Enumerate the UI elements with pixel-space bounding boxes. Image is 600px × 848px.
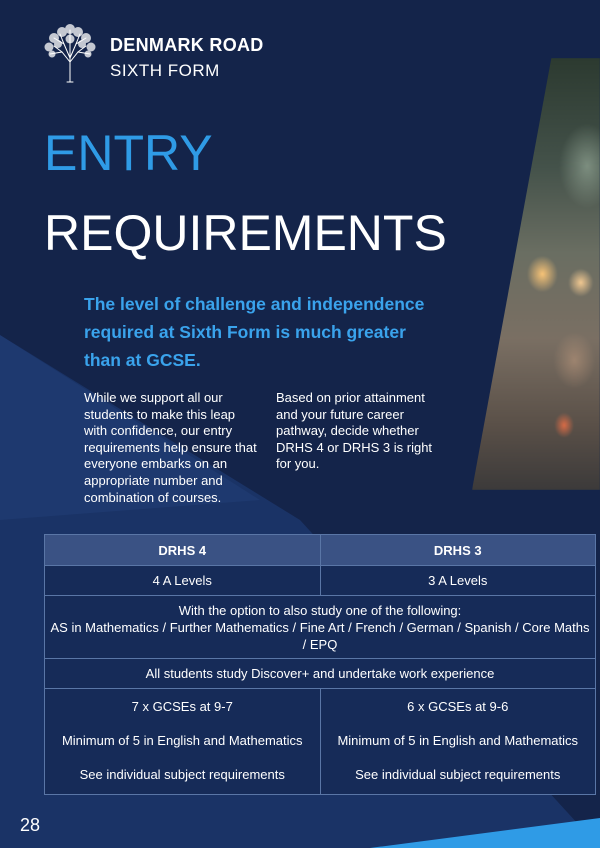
table-row (45, 566, 596, 596)
lead-paragraph: The level of challenge and independence required at Sixth Form is much greater than at GCSE. (84, 294, 425, 370)
header-drhs3: DRHS 3 (320, 535, 596, 566)
drhs3-subject-requirement: See individual subject requirements (355, 767, 561, 782)
intro-text-right: Based on prior attainment and your future career pathway, decide whether DRHS 4 or DRHS 3 is right for you. (276, 390, 433, 472)
drhs4-subject-requirement: See individual subject requirements (79, 767, 285, 782)
drhs3-minimum-requirement: Minimum of 5 in English and Mathematics (337, 733, 579, 748)
page-title-line-1: ENTRY (44, 125, 213, 181)
table-header-row (45, 535, 596, 566)
optional-subjects-list: AS in Mathematics / Further Mathematics / Fine Art / French / German / Spanish / Core Maths / EPQ (50, 619, 590, 652)
table-row (45, 689, 596, 795)
tree-logo-icon (40, 20, 100, 84)
header-drhs4: DRHS 4 (45, 535, 321, 566)
optional-subjects-intro: With the option to also study one of the following: (178, 602, 462, 618)
table-row (45, 659, 596, 689)
table-row (45, 596, 596, 659)
drhs4-minimum-requirement: Minimum of 5 in English and Mathematics (61, 733, 303, 748)
page-title-line-2: REQUIREMENTS (44, 205, 447, 261)
discover-plus-cell: All students study Discover+ and undertake work experience (45, 659, 596, 689)
optional-subjects-cell (45, 596, 596, 659)
drhs3-a-levels: 3 A Levels (320, 566, 596, 596)
brand-name: DENMARK ROAD (110, 35, 264, 55)
drhs4-gcse-requirement: 7 x GCSEs at 9-7 (131, 699, 233, 714)
drhs4-details-cell (45, 689, 321, 795)
drhs3-gcse-requirement: 6 x GCSEs at 9-6 (407, 699, 509, 714)
requirements-table (44, 534, 596, 795)
page-number: 28 (20, 815, 41, 835)
intro-text-left: While we support all our students to make this leap with confidence, our entry requirements help ensure that everyone embarks on an appropriate number and combination of courses. (84, 390, 257, 505)
brand-subtitle: SIXTH FORM (110, 61, 220, 80)
drhs4-a-levels: 4 A Levels (45, 566, 321, 596)
drhs3-details-cell (320, 689, 596, 795)
